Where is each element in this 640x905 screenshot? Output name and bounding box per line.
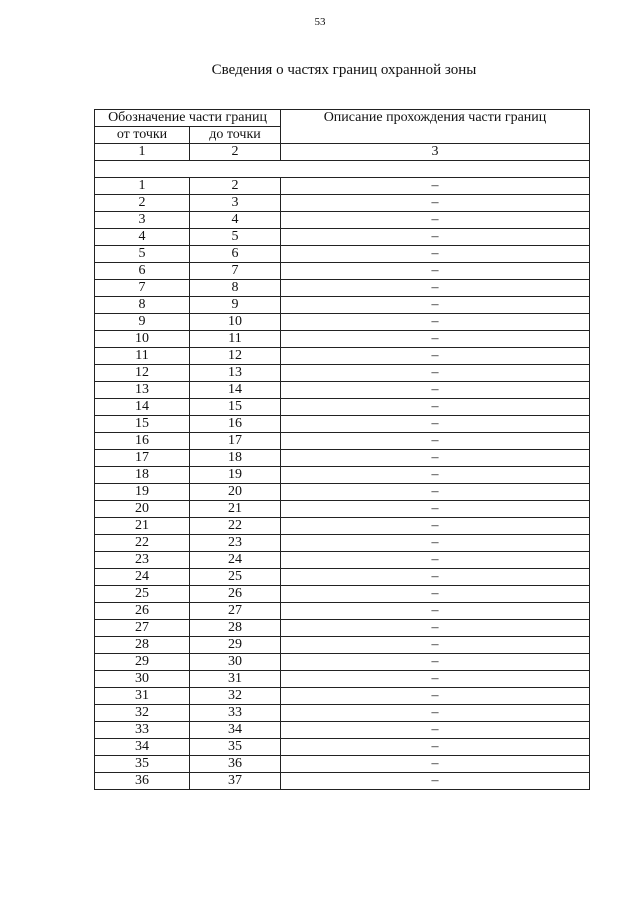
table-row [95,246,590,263]
table-row [95,637,590,654]
to-point-cell: 24 [190,552,281,569]
from-point-cell: 21 [95,518,190,535]
description-cell: – [281,212,590,229]
description-cell: – [281,756,590,773]
from-point-cell: 24 [95,569,190,586]
description-cell: – [281,722,590,739]
from-point-cell: 17 [95,450,190,467]
to-point-cell: 32 [190,688,281,705]
description-cell: – [281,450,590,467]
from-point-cell: 30 [95,671,190,688]
section-divider-row [95,161,590,178]
header-to-point: до точки [190,127,281,144]
description-cell: – [281,467,590,484]
to-point-cell: 25 [190,569,281,586]
description-cell: – [281,637,590,654]
table-row [95,518,590,535]
from-point-cell: 15 [95,416,190,433]
from-point-cell: 29 [95,654,190,671]
column-number-2: 2 [190,144,281,161]
description-cell: – [281,382,590,399]
table-row [95,399,590,416]
description-cell: – [281,229,590,246]
header-boundary-designation: Обозначение части границ [95,110,281,127]
from-point-cell: 32 [95,705,190,722]
column-number-3: 3 [281,144,590,161]
from-point-cell: 36 [95,773,190,790]
from-point-cell: 23 [95,552,190,569]
table-row [95,501,590,518]
to-point-cell: 16 [190,416,281,433]
description-cell: – [281,433,590,450]
table-row [95,212,590,229]
to-point-cell: 18 [190,450,281,467]
to-point-cell: 26 [190,586,281,603]
from-point-cell: 28 [95,637,190,654]
description-cell: – [281,569,590,586]
to-point-cell: 21 [190,501,281,518]
description-cell: – [281,195,590,212]
page-number: 53 [314,16,326,28]
boundary-parts-table [94,109,590,790]
table-body [95,178,590,790]
from-point-cell: 18 [95,467,190,484]
to-point-cell: 15 [190,399,281,416]
to-point-cell: 5 [190,229,281,246]
table-row [95,654,590,671]
description-cell: – [281,399,590,416]
from-point-cell: 31 [95,688,190,705]
header-boundary-description: Описание прохождения части границ [281,110,590,144]
description-cell: – [281,314,590,331]
from-point-cell: 33 [95,722,190,739]
to-point-cell: 34 [190,722,281,739]
from-point-cell: 35 [95,756,190,773]
description-cell: – [281,705,590,722]
table-row [95,450,590,467]
description-cell: – [281,365,590,382]
table-row [95,552,590,569]
to-point-cell: 33 [190,705,281,722]
to-point-cell: 4 [190,212,281,229]
to-point-cell: 2 [190,178,281,195]
to-point-cell: 29 [190,637,281,654]
table-row [95,467,590,484]
from-point-cell: 3 [95,212,190,229]
table-row [95,756,590,773]
header-from-point: от точки [95,127,190,144]
table-row [95,603,590,620]
to-point-cell: 37 [190,773,281,790]
description-cell: – [281,246,590,263]
table-row [95,297,590,314]
from-point-cell: 22 [95,535,190,552]
table-row [95,416,590,433]
document-title: Сведения о частях границ охранной зоны [211,62,477,78]
description-cell: – [281,280,590,297]
table-row [95,331,590,348]
description-cell: – [281,263,590,280]
table-row [95,671,590,688]
description-cell: – [281,416,590,433]
table-row [95,535,590,552]
description-cell: – [281,178,590,195]
description-cell: – [281,297,590,314]
description-cell: – [281,484,590,501]
table-row [95,739,590,756]
from-point-cell: 2 [95,195,190,212]
table-row [95,382,590,399]
to-point-cell: 11 [190,331,281,348]
description-cell: – [281,552,590,569]
description-cell: – [281,518,590,535]
from-point-cell: 20 [95,501,190,518]
to-point-cell: 30 [190,654,281,671]
table-row [95,280,590,297]
to-point-cell: 28 [190,620,281,637]
from-point-cell: 10 [95,331,190,348]
from-point-cell: 11 [95,348,190,365]
to-point-cell: 22 [190,518,281,535]
from-point-cell: 34 [95,739,190,756]
description-cell: – [281,331,590,348]
table-row [95,586,590,603]
table-row [95,484,590,501]
description-cell: – [281,739,590,756]
to-point-cell: 27 [190,603,281,620]
from-point-cell: 13 [95,382,190,399]
from-point-cell: 16 [95,433,190,450]
description-cell: – [281,620,590,637]
from-point-cell: 1 [95,178,190,195]
description-cell: – [281,688,590,705]
to-point-cell: 8 [190,280,281,297]
description-cell: – [281,535,590,552]
table-row [95,348,590,365]
table-row [95,365,590,382]
to-point-cell: 35 [190,739,281,756]
to-point-cell: 36 [190,756,281,773]
from-point-cell: 26 [95,603,190,620]
table-row [95,620,590,637]
table-row [95,263,590,280]
to-point-cell: 31 [190,671,281,688]
to-point-cell: 9 [190,297,281,314]
from-point-cell: 5 [95,246,190,263]
from-point-cell: 27 [95,620,190,637]
from-point-cell: 4 [95,229,190,246]
table-row [95,314,590,331]
description-cell: – [281,773,590,790]
from-point-cell: 9 [95,314,190,331]
to-point-cell: 10 [190,314,281,331]
from-point-cell: 12 [95,365,190,382]
table-row [95,569,590,586]
to-point-cell: 6 [190,246,281,263]
column-number-1: 1 [95,144,190,161]
from-point-cell: 14 [95,399,190,416]
from-point-cell: 7 [95,280,190,297]
to-point-cell: 14 [190,382,281,399]
description-cell: – [281,586,590,603]
table-row [95,178,590,195]
table-row [95,688,590,705]
to-point-cell: 7 [190,263,281,280]
to-point-cell: 23 [190,535,281,552]
table-row [95,195,590,212]
from-point-cell: 6 [95,263,190,280]
table-row [95,433,590,450]
table-row [95,773,590,790]
to-point-cell: 17 [190,433,281,450]
from-point-cell: 8 [95,297,190,314]
table-row [95,722,590,739]
from-point-cell: 25 [95,586,190,603]
description-cell: – [281,671,590,688]
to-point-cell: 20 [190,484,281,501]
to-point-cell: 3 [190,195,281,212]
description-cell: – [281,603,590,620]
to-point-cell: 19 [190,467,281,484]
to-point-cell: 12 [190,348,281,365]
table-row [95,705,590,722]
description-cell: – [281,501,590,518]
from-point-cell: 19 [95,484,190,501]
description-cell: – [281,654,590,671]
table-row [95,229,590,246]
description-cell: – [281,348,590,365]
to-point-cell: 13 [190,365,281,382]
